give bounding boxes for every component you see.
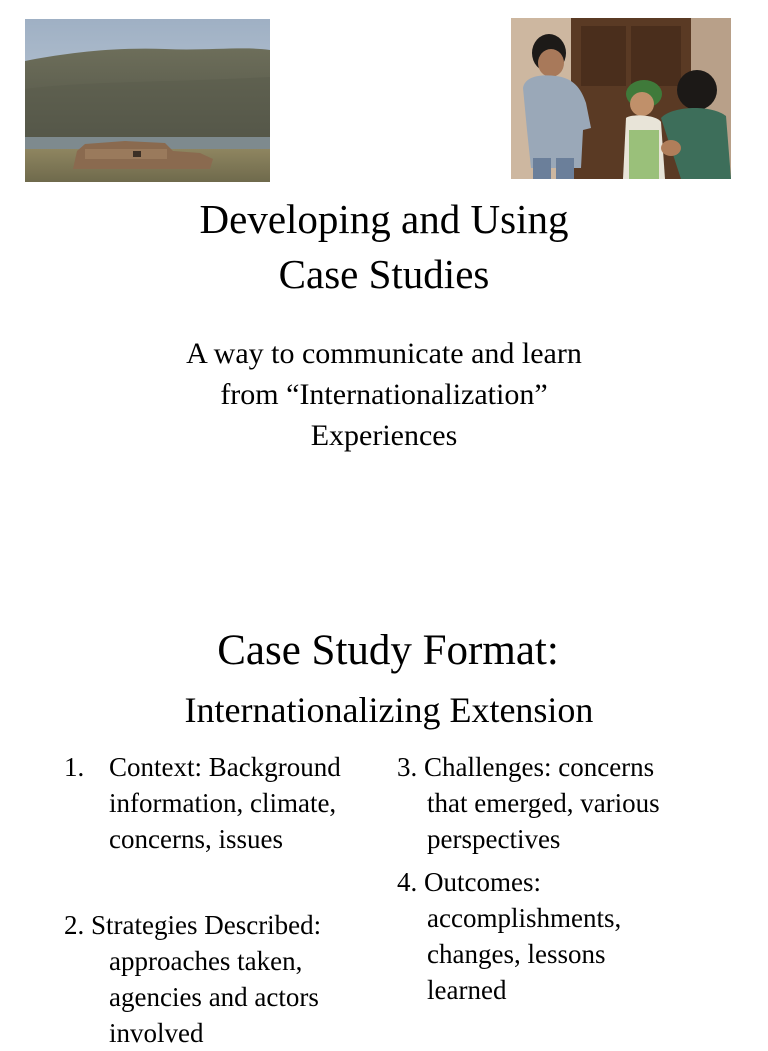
list-item-line: perspectives [427, 824, 561, 854]
list-item-line: agencies and actors [109, 982, 319, 1012]
list-item-challenges [397, 749, 660, 857]
slide1-subtitle-line: A way to communicate and learn [186, 337, 582, 370]
list-item-line: involved [109, 1018, 204, 1048]
list-item-line: Strategies Described: [91, 910, 322, 940]
list-item-context [64, 749, 341, 857]
list-item-line: approaches taken, [109, 946, 303, 976]
slide2-subtitle: Internationalizing Extension [184, 690, 594, 730]
list-item-first-line [64, 907, 321, 943]
list-item-number: 4. [397, 867, 418, 897]
list-item-strategies [64, 907, 321, 1051]
list-item-line: that emerged, various [427, 788, 660, 818]
list-item-line: Outcomes: [424, 867, 541, 897]
list-item-line: learned [427, 975, 507, 1005]
list-item-line: concerns, issues [109, 824, 283, 854]
list-item-line: Challenges: concerns [424, 752, 655, 782]
children-photo [511, 18, 731, 179]
list-item-number: 1. [64, 752, 85, 782]
list-item-line: Context: Background [109, 752, 341, 782]
list-item-outcomes [397, 864, 621, 1008]
list-item-line: changes, lessons [427, 939, 606, 969]
list-item-line: information, climate, [109, 788, 337, 818]
slide1-subtitle-line: Experiences [310, 419, 458, 452]
slide2-title: Case Study Format: [217, 627, 559, 674]
list-item-line: accomplishments, [427, 903, 622, 933]
slide1-subtitle [0, 333, 768, 456]
list-item-number: 3. [397, 752, 418, 782]
list-item-number: 2. [64, 910, 85, 940]
list-item-first-line [397, 864, 621, 900]
slide1-subtitle-line: from “Internationalization” [220, 378, 548, 411]
slide1-title-line: Case Studies [278, 251, 490, 297]
slide1-title-line: Developing and Using [199, 196, 569, 242]
slide1-title [0, 192, 768, 302]
landscape-photo [25, 19, 270, 182]
list-item-first-line [397, 749, 660, 785]
